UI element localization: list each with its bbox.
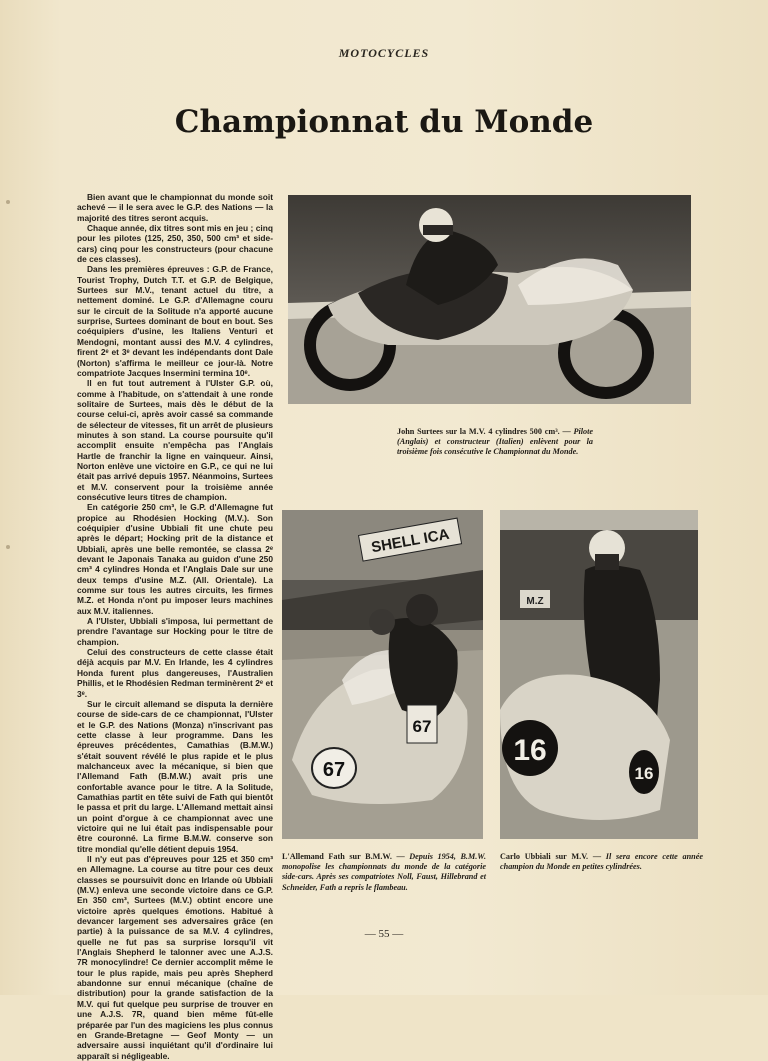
photo-fath-illustration bbox=[282, 510, 483, 839]
bike-number: 16 bbox=[513, 734, 547, 767]
paragraph: Dans les premières épreuves : G.P. de France, Tourist Trophy, Dutch T.T. et G.P. de Belgique, Surtees sur M.V., tenant actuel du titre, a nettement dominé. Le G.P. d'Allemagne couru sur le circuit de la Solitude n'a apporté aucune surprise, Surtees dominant de bout en bout. Ses coéquipiers d'usine, les Italiens Venturi et Mendogni, montant aussi des M.V. 4 cylindres, firent 2ᵉ et 3ᵉ devant les indépendants dont Dale (Norton) s'affirma le meilleur ce jour-là. Notre compatriote Jacques Insermini termina 10ᵉ. bbox=[77, 264, 273, 378]
photo-ubbiali bbox=[500, 510, 698, 839]
caption-top bbox=[397, 427, 593, 458]
photo-surtees-illustration bbox=[288, 195, 691, 404]
sidecar-number: 67 bbox=[322, 759, 346, 781]
paragraph: Chaque année, dix titres sont mis en jeu ; cinq pour les pilotes (125, 250, 350, 500 cm³ et side-cars) cinq pour les constructeurs (pour chacune de ces classes). bbox=[77, 223, 273, 265]
bike-number-side: 16 bbox=[634, 764, 654, 783]
caption-left-lead: L'Allemand Fath sur B.M.W. — bbox=[282, 852, 405, 861]
paragraph: En catégorie 250 cm³, le G.P. d'Allemagne fut propice au Rhodésien Hocking (M.V.). Son coéquipier d'usine Ubbiali fit une chute peu après le départ; Hocking prit de la distance et Ubbiali, après une belle remontée, se classa 2ᵉ devant le Japonais Tanaka au guidon d'une 250 cm³ 4 cylindres Honda et l'Anglais Dale sur une deux temps d'usine M.Z. (All. Orientale). La comme sur tous les autres circuits, les firmes M.Z. et Honda n'ont pu imposer leurs machines aux M.V. italiennes. bbox=[77, 502, 273, 616]
caption-top-lead: John Surtees sur la M.V. 4 cylindres 500 cm³. — bbox=[397, 427, 571, 436]
paragraph: Celui des constructeurs de cette classe était déjà acquis par M.V. En Irlande, les 4 cylindres Honda furent plus dangereuses, l'Australien Phillis, et le Rhodésien Redman terminèrent 2ᵉ et 3ᵉ. bbox=[77, 647, 273, 699]
binding-hole bbox=[6, 545, 10, 549]
shell-sign-text: SHELL ICA bbox=[369, 525, 451, 557]
caption-top-rest: Pilote (Anglais) et constructeur (Italien) enlèvent pour la troisième fois consécutive le Championnat du Monde. bbox=[397, 427, 594, 457]
caption-left-rest: Depuis 1954, B.M.W. monopolise les championnats du monde de la catégorie side-cars. Après ses compatriotes Noll, Faust, Hillebrand et Schneider, Fath a repris le flambeau. bbox=[282, 852, 487, 892]
caption-right-rest: Il sera encore cette année champion du Monde en petites cylindrées. bbox=[500, 852, 703, 872]
paragraph: Il en fut tout autrement à l'Ulster G.P. où, comme à l'habitude, on s'attendait à une ronde solitaire de Surtees, mais dès le début de la course celui-ci, après avoir cassé sa commande de sélecteur de vitesses, fit un arrêt de plusieurs minutes à son stand. La course poursuite qu'il accomplit ensuite n'empêcha pas l'Anglais Hartle de franchir la ligne en vainqueur. Ainsi, Norton enlève une victoire en G.P., ce qui ne lui était pas arrivé depuis 1957. Néanmoins, Surtees et M.V. conservent pour la troisième année consécutive leurs titres de champion. bbox=[77, 378, 273, 502]
caption-right bbox=[500, 852, 703, 872]
paragraph: Bien avant que le championnat du monde soit achevé — il le sera avec le G.P. des Nations — la majorité des titres seront acquis. bbox=[77, 192, 273, 223]
paragraph: Sur le circuit allemand se disputa la dernière course de side-cars de ce championnat, l'Ulster et le G.P. des Nations (Monza) n'inscrivant pas cette classe à leur programme. Dans les épreuves précédentes, Camathias (B.M.W.) s'était souvent révélé le plus rapide et le plus malchanceux avec la mécanique, si bien que l'Allemand Fath (B.M.W.) avait pris une confortable avance pour le titre. A la Solitude, Camathias partit en tête suivi de Fath qui bientôt le passa et prit du large. L'Allemand mettait ainsi un point d'orgue à ce championnat avec une victoire qui ne lui était pas indispensable pour être couronné. La firme B.M.W. conserve son titre mondial qu'elle détient depuis 1954. bbox=[77, 698, 273, 854]
page-number: — 55 — bbox=[364, 928, 404, 940]
paragraph: A l'Ulster, Ubbiali s'imposa, lui permettant de prendre l'avantage sur Hocking pour le titre de champion. bbox=[77, 616, 273, 647]
article-title: Championnat du Monde bbox=[174, 104, 594, 140]
caption-right-lead: Carlo Ubbiali sur M.V. — bbox=[500, 852, 602, 861]
caption-left bbox=[282, 852, 486, 893]
paragraph: Il n'y eut pas d'épreuves pour 125 et 350 cm³ en Allemagne. La course au titre pour ces deux classes se poursuivit donc en Irlande où Ubbiali (M.V.) enleva une seconde victoire dans ce G.P. En 350 cm³, Surtees (M.V.) obtint encore une victoire après quelques émotions. Habitué à devancer largement ses adversaires grâce (en partie) à la puissance de sa M.V. 4 cylindres, quelle ne fut pas sa surprise lorsqu'il vit l'Anglais Shepherd le talonner avec une A.J.S. 7R monocylindre! Ce dernier accomplit même le tour le plus rapide, mais peu après Shepherd abandonne sur ennui mécanique (chaîne de distribution) pour la grande satisfaction de la M.V. qui fut quelque peu surprise de trouver en une A.J.S. 7R, quand bien même fût-elle préparée par l'un des magiciens les plus connus en Grande-Bretagne — Geof Monty — un adversaire aussi inquiétant qu'il d'ordinaire lui apparaît si négligeable. bbox=[77, 854, 273, 1061]
photo-fath bbox=[282, 510, 483, 839]
photo-surtees bbox=[288, 195, 691, 404]
mz-sign-text: M.Z bbox=[526, 596, 544, 607]
photo-ubbiali-illustration bbox=[500, 510, 698, 839]
running-title: MOTOCYCLES bbox=[338, 46, 430, 60]
binding-hole bbox=[6, 200, 10, 204]
sidecar-number-side: 67 bbox=[412, 717, 432, 736]
